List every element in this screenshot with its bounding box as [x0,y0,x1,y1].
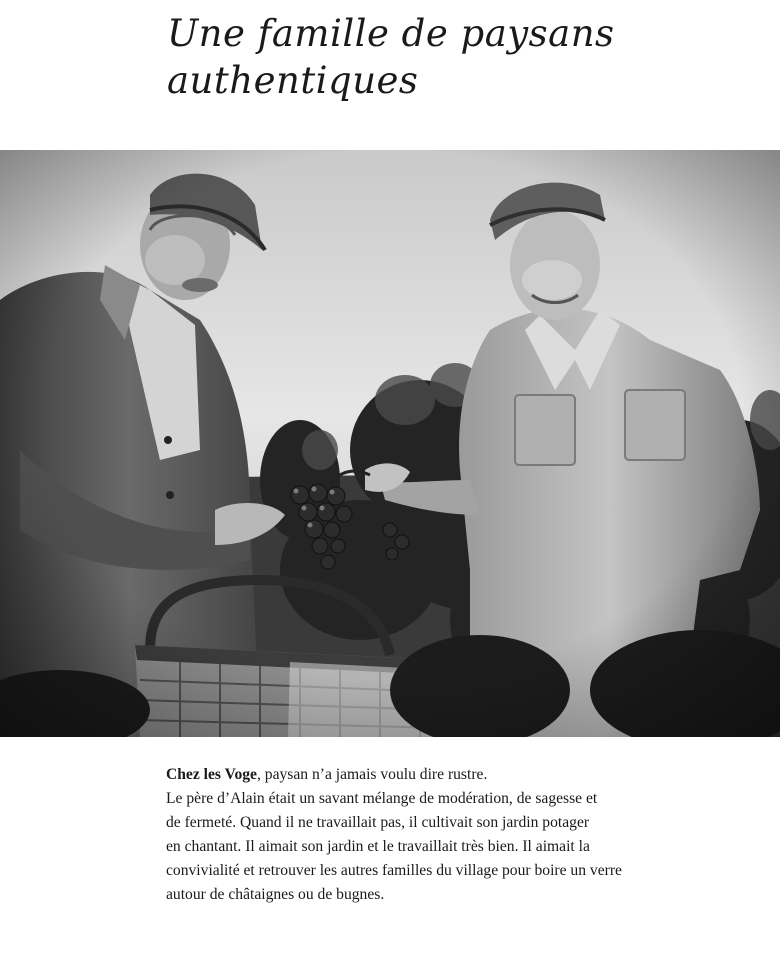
harvest-photo [0,150,780,737]
caption-lead: Chez les Voge [166,766,257,783]
caption-line-4: en chantant. Il aimait son jardin et le travaillait très bien. Il aimait la [166,838,590,855]
page-title [167,10,727,104]
caption-line-6: autour de châtaignes ou de bugnes. [166,886,385,903]
vintage-photo-harvest-icon [0,150,780,737]
title-line-2: authentiques [167,59,419,102]
caption-line-5: convivialité et retrouver les autres familles du village pour boire un verre [166,862,622,879]
caption-line-3: de fermeté. Quand il ne travaillait pas, il cultivait son jardin potager [166,814,590,831]
caption-line-1: , paysan n’a jamais voulu dire rustre. [256,766,488,783]
photo-caption [166,763,706,907]
caption-line-2: Le père d’Alain était un savant mélange de modération, de sagesse et [166,790,598,807]
title-line-1: Une famille de paysans [167,12,615,55]
